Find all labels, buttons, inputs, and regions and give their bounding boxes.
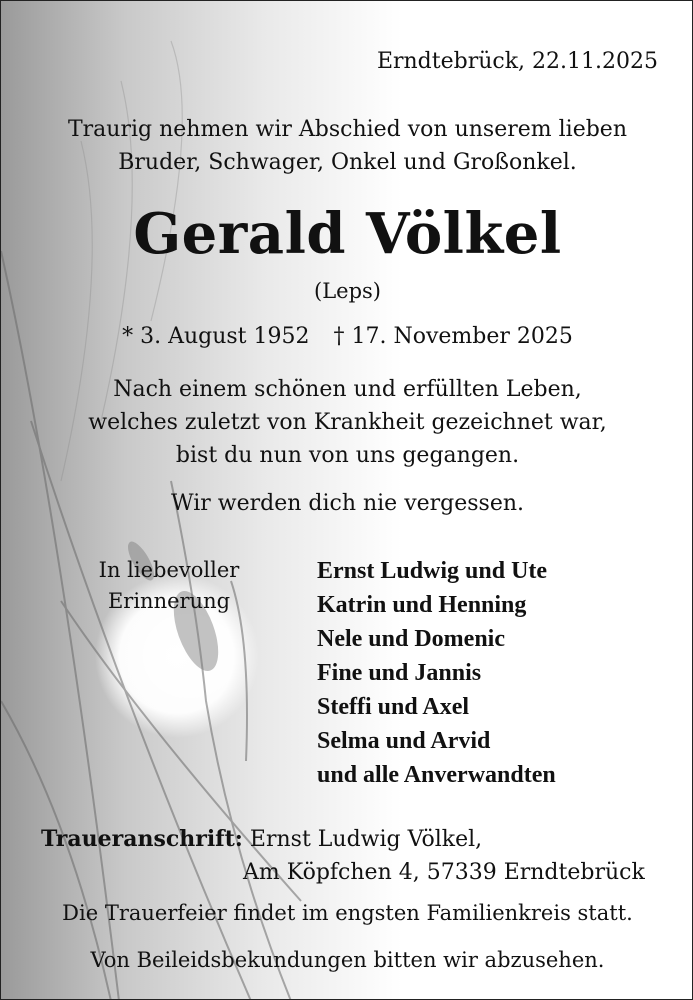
mourner-item: Fine und Jannis bbox=[317, 660, 482, 686]
mourning-address bbox=[41, 823, 645, 889]
deceased-name: Gerald Völkel bbox=[133, 201, 562, 267]
mourner-item: Katrin und Henning bbox=[317, 592, 527, 618]
intro-line-1: Traurig nehmen wir Abschied von unserem lieben bbox=[67, 117, 627, 142]
intro-text bbox=[1, 113, 693, 179]
intro-line-2: Bruder, Schwager, Onkel und Großonkel. bbox=[118, 150, 577, 175]
memory-line-1: In liebevoller bbox=[98, 558, 240, 582]
address-street: Am Köpfchen 4, 57339 Erndtebrück bbox=[243, 860, 645, 885]
life-dates bbox=[1, 324, 693, 349]
birth-date: * 3. August 1952 bbox=[122, 324, 310, 349]
content bbox=[1, 1, 693, 1000]
death-date: † 17. November 2025 bbox=[333, 324, 573, 349]
poem-line-3: bist du nun von uns gegangen. bbox=[175, 443, 520, 468]
mourner-item: und alle Anverwandten bbox=[317, 762, 556, 788]
poem-line-2: welches zuletzt von Krankheit gezeichnet war, bbox=[88, 410, 607, 435]
in-memory-text bbox=[79, 555, 259, 617]
mourner-item: Steffi und Axel bbox=[317, 694, 470, 720]
ceremony-notice: Die Trauerfeier findet im engsten Familienkreis statt. bbox=[62, 901, 633, 925]
place-date: Erndtebrück, 22.11.2025 bbox=[376, 49, 658, 74]
address-name: Ernst Ludwig Völkel, bbox=[249, 827, 483, 852]
poem-line-1: Nach einem schönen und erfüllten Leben, bbox=[113, 377, 582, 402]
poem bbox=[1, 373, 693, 472]
mourner-item: Selma und Arvid bbox=[317, 728, 491, 754]
address-label: Traueranschrift: bbox=[41, 826, 243, 852]
never-forget-line: Wir werden dich nie vergessen. bbox=[170, 491, 525, 516]
condolence-notice: Von Beileidsbekundungen bitten wir abzusehen. bbox=[90, 948, 605, 972]
deceased-nickname: (Leps) bbox=[314, 279, 381, 303]
mourner-item: Ernst Ludwig und Ute bbox=[317, 558, 548, 584]
mourners-list bbox=[317, 554, 556, 792]
memory-line-2: Erinnerung bbox=[107, 589, 231, 613]
mourner-item: Nele und Domenic bbox=[317, 626, 505, 652]
